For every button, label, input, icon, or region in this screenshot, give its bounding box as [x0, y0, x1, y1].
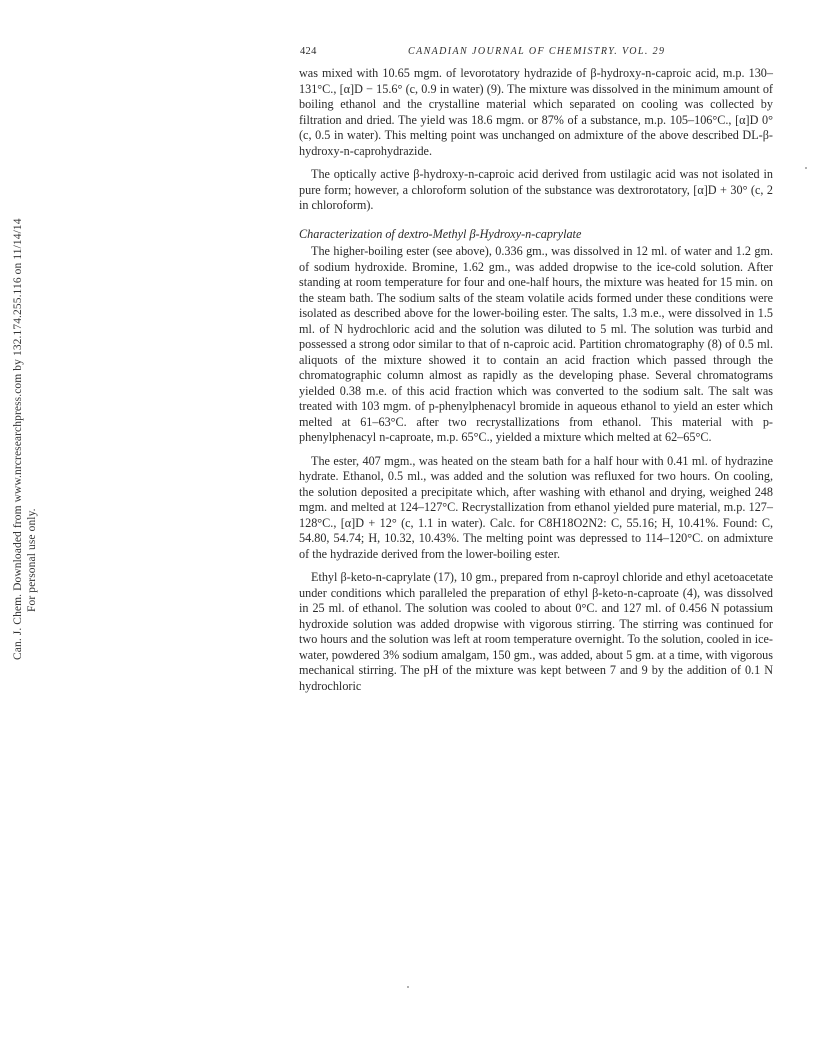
scan-speck [407, 986, 409, 988]
download-watermark [0, 0, 60, 1052]
paragraph-hydrazide: The ester, 407 mgm., was heated on the steam bath for a half hour with 0.41 ml. of hydrazine hydrate. Ethanol, 0.5 ml., was added and the solution was refluxed for two hours. On cooling, the solution deposited a precipitate which, after washing with ethanol and drying, weighed 248 mgm. and melted at 124–127°C. Recrystallization from ethanol yielded pure material, m.p. 127–128°C., [α]D + 12° (c, 1.1 in water). Calc. for C8H18O2N2: C, 55.16; H, 10.41%. Found: C, 54.80, 54.74; H, 10.32, 10.43%. The melting point was depressed to 114–120°C. on admixture of the hydrazide derived from the lower-boiling ester. [299, 453, 773, 561]
running-head: CANADIAN JOURNAL OF CHEMISTRY. VOL. 29 [408, 46, 666, 57]
paragraph-continued: was mixed with 10.65 mgm. of levorotatory hydrazide of β-hydroxy-n-caproic acid, m.p. 130–131°C., [α]D − 15.6° (c, 0.9 in water) (9). The mixture was dissolved in the minimum amount of boiling ethanol and the crystalline material which separated on cooling was collected by filtration and dried. The yield was 18.6 mgm. or 87% of a substance, m.p. 105–106°C., [α]D 0° (c, 0.5 in water). This melting point was unchanged on admixture of the above described DL-β-hydroxy-n-caprohydrazide. [299, 66, 773, 158]
watermark-line-2: For personal use only. [26, 508, 38, 612]
scan-speck [805, 167, 807, 169]
page-header [300, 46, 772, 60]
article-body [299, 66, 773, 694]
paragraph-optical-activity: The optically active β-hydroxy-n-caproic acid derived from ustilagic acid was not isolated in pure form; however, a chloroform solution of the substance was dextrorotatory, [α]D + 30° (c, 2 in chloroform). [299, 167, 773, 212]
watermark-line-1: Can. J. Chem. Downloaded from www.nrcresearchpress.com by 132.174.255.116 on 11/14/14 [12, 218, 24, 660]
paragraph-ethyl-keto-caprylate: Ethyl β-keto-n-caprylate (17), 10 gm., prepared from n-caproyl chloride and ethyl acetoacetate under conditions which paralleled the preparation of ethyl β-keto-n-caproate (4), was dissolved in 25 ml. of ethanol. The solution was cooled to about 0°C. and 127 ml. of 0.456 N potassium hydroxide solution was added dropwise with vigorous stirring. The stirring was continued for two hours and the solution was left at room temperature overnight. To the solution, cooled in ice-water, powdered 3% sodium amalgam, 150 gm., was added, about 5 gm. at a time, with vigorous mechanical stirring. The pH of the mixture was kept between 7 and 9 by the addition of 0.1 N hydrochloric [299, 570, 773, 693]
page-number: 424 [300, 46, 317, 57]
paragraph-higher-boiling-ester: The higher-boiling ester (see above), 0.336 gm., was dissolved in 12 ml. of water and 1.2 gm. of sodium hydroxide. Bromine, 1.62 gm., was added dropwise to the ice-cold solution. After standing at room temperature for four and one-half hours, the mixture was heated for 15 min. on the steam bath. The sodium salts of the steam volatile acids formed under these conditions were isolated as described above for the lower-boiling ester. The salts, 1.3 m.e., were dissolved in 1.5 ml. of N hydrochloric acid and the solution was diluted to 5 ml. The solution was turbid and possessed a strong odor similar to that of n-caproic acid. Partition chromatography (8) of 0.5 ml. aliquots of the mixture showed it to contain an acid fraction which passed through the chromatographic column almost as rapidly as the developing phase. Several chromatograms yielded 0.38 m.e. of this acid fraction which was converted to the sodium salt. The salt was treated with 103 mgm. of p-phenylphenacyl bromide in aqueous ethanol to yield an ester which melted at 61–63°C. after two recrystallizations from ethanol. This material with p-phenylphenacyl n-caproate, m.p. 65°C., yielded a mixture which melted at 62–65°C. [299, 244, 773, 444]
section-heading: Characterization of dextro-Methyl β-Hydroxy-n-caprylate [299, 226, 582, 241]
